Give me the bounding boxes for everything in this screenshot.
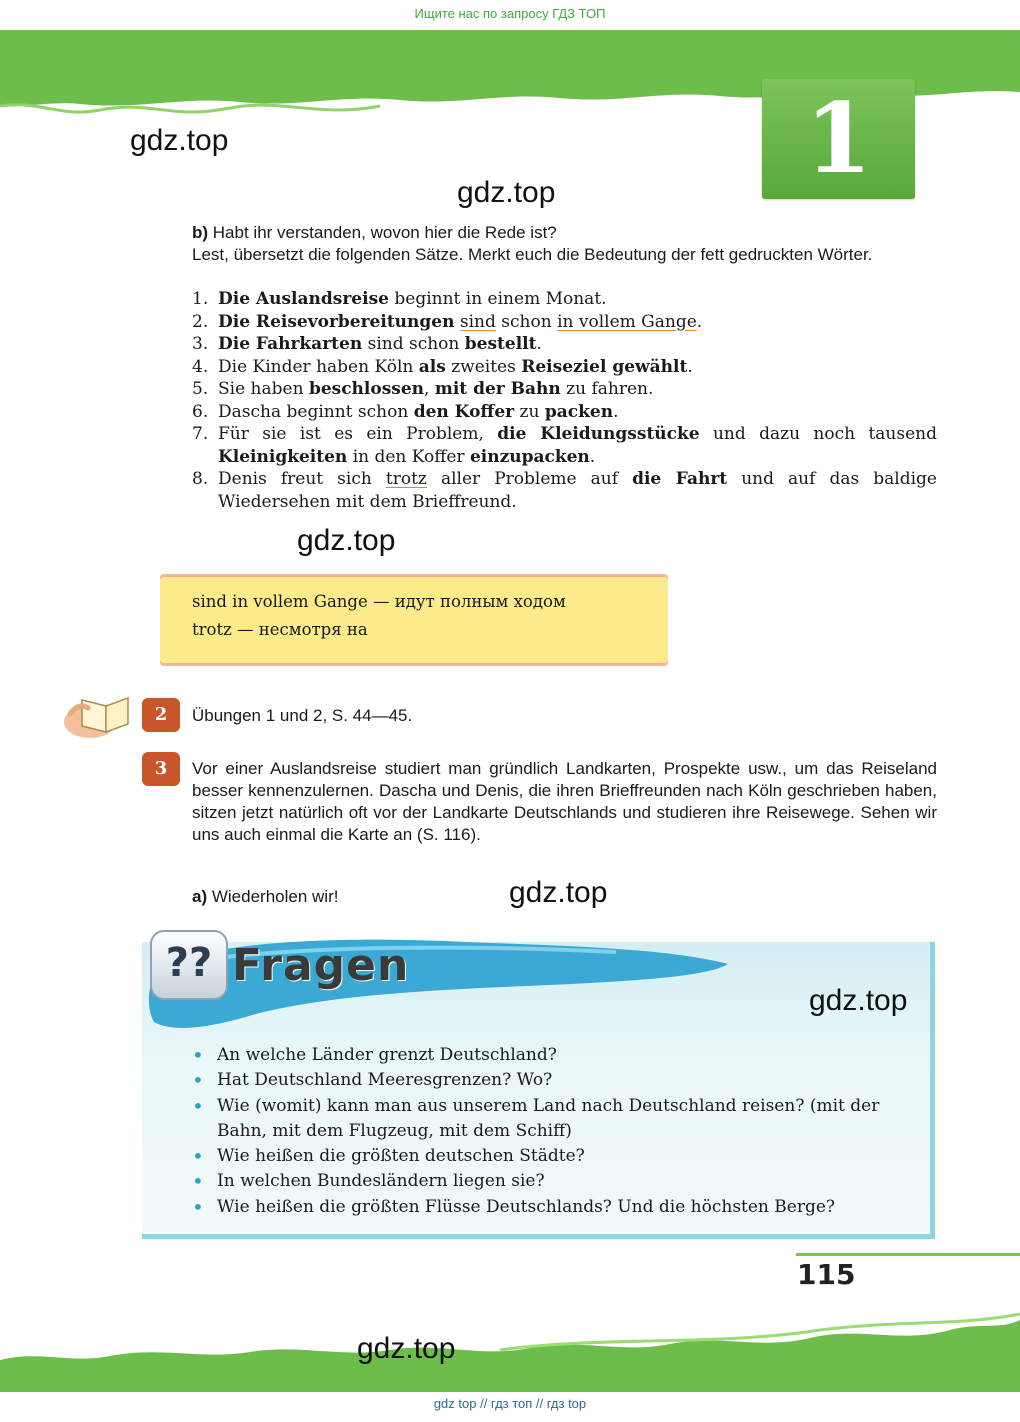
exercise-b-question: Habt ihr verstanden, wovon hier die Rede ist? [212,223,557,242]
sentence-text: zu [514,401,545,422]
sentence-text: zweites [445,356,522,377]
sentence-text: . [696,311,703,332]
fragen-question: • Wie (womit) kann man aus unserem Land nach Deutschland reisen? (mit der Bahn, mit dem Flugzeug, mit dem Schiff) [192,1094,902,1145]
sentence-number: 8. [192,469,209,489]
bold-term: die Kleidungsstücke [497,424,700,444]
bold-term: bestellt [464,334,537,354]
sentence-number: 2. [192,311,209,332]
chapter-number-box: 1 [762,79,915,199]
sentence-text: Dascha beginnt schon [218,401,414,422]
sentence-text: . [613,401,619,422]
sentence-number: 1. [192,289,209,309]
sentence-text: und dazu noch tausend [699,424,937,444]
sentence-number: 3. [192,334,209,354]
exercise-2-badge: 2 [142,698,180,732]
sentence-text: in den Koffer [347,446,470,467]
sentence-text: , [424,379,435,399]
fragen-question: • Wie heißen die größten deutschen Städte? [192,1144,902,1169]
bold-term: beschlossen [308,379,425,399]
sentence-item [192,423,937,468]
sentence-text: schon [495,311,558,332]
fragen-title: Fragen [232,940,410,991]
watermark: gdz.top [457,176,556,209]
underlined-term: trotz [385,469,427,489]
exercise-b-intro [192,222,937,266]
bold-term: einzupacken [469,446,590,467]
bold-term: Reiseziel gewählt [521,356,688,377]
exercise-b-label: b) [192,223,209,242]
sentence-text: Für sie ist es ein Problem, [218,424,498,444]
exercise-3a-label: a) [192,887,208,906]
sentence-text: und auf das baldige Wiedersehen mit dem Brieffreund. [218,469,937,512]
sentence-text: Sie haben [218,379,309,399]
exercise-3a [192,886,338,908]
fragen-question: • In welchen Bundesländern liegen sie? [192,1169,902,1194]
underlined-term: in vollem Gange [557,311,697,332]
watermark: gdz.top [809,984,908,1017]
sentence-item [192,468,937,513]
sentence-item [192,288,937,311]
vocabulary-entry: sind in vollem Gange — идут полным ходом [192,592,566,611]
page-number-rule [796,1253,1020,1256]
sentence-item [192,401,937,424]
top-banner: Ищите нас по запросу ГДЗ ТОП [414,6,606,21]
fragen-question-list [192,1043,902,1220]
sentence-text: . [589,446,596,467]
exercise-3a-text: Wiederholen wir! [211,887,339,906]
sentence-text: Denis freut sich [218,469,386,489]
sentence-text: Die Kinder haben Köln [218,356,419,377]
sentence-item [192,311,937,334]
bold-term: den Koffer [413,401,515,422]
sentence-list [192,288,937,513]
sentence-number: 4. [192,356,209,377]
fragen-question: • Hat Deutschland Meeresgrenzen? Wo? [192,1068,902,1093]
sentence-number: 7. [192,424,209,444]
sentence-text: . [536,334,542,354]
sentence-number: 6. [192,401,209,422]
watermark: gdz.top [297,524,396,557]
sentence-item [192,333,937,356]
exercise-2-text: Übungen 1 und 2, S. 44—45. [192,706,413,725]
fragen-question: • Wie heißen die größten Flüsse Deutschlands? Und die höchsten Berge? [192,1195,902,1220]
watermark: gdz.top [509,876,608,909]
sentence-text: beginnt in einem Monat. [388,289,607,309]
sentence-text: . [687,356,693,377]
sentence-item [192,356,937,379]
sentence-item [192,378,937,401]
vocabulary-entries [192,588,566,644]
sentence-text: aller Probleme auf [426,469,633,489]
bold-term: als [418,356,446,377]
question-marks-icon: ?? [150,930,228,1000]
fragen-question: • An welche Länder grenzt Deutschland? [192,1043,902,1068]
watermark: gdz.top [130,124,229,157]
bold-term: packen [544,401,614,422]
vocabulary-entry: trotz — несмотря на [192,620,368,639]
open-book-icon [62,686,134,740]
bold-term: Die Reisevorbereitungen [218,311,455,332]
bold-term: Die Fahrkarten [218,334,363,354]
bottom-banner: gdz top // гдз топ // гдз top [433,1396,587,1411]
sentence-number: 5. [192,379,209,399]
bold-term: mit der Bahn [434,379,561,399]
sentence-text: zu fahren. [560,379,654,399]
bold-term: Kleinigkeiten [218,446,348,467]
watermark: gdz.top [357,1332,456,1365]
exercise-b-instruction: Lest, übersetzt die folgenden Sätze. Merkt euch die Bedeutung der fett gedruckten Wörter. [192,245,873,264]
sentence-text: sind schon [362,334,465,354]
bold-term: die Fahrt [632,469,728,489]
underlined-term: sind [459,311,496,332]
page-number: 115 [797,1258,856,1291]
grass-footer-decoration [0,1300,1020,1392]
exercise-3-text: Vor einer Auslandsreise studiert man gründlich Landkarten, Prospekte usw., um das Reiseland besser kennenzulernen. Dascha und Denis, die ihren Brieffreunden nach Köln geschrieben haben, sitzen jetzt natürlich oft vor der Landkarte Deutschlands und studieren ihre Reisewege. Sehen wir uns auch einmal die Karte an (S. 116). [192,759,937,844]
bold-term: Die Auslandsreise [218,289,389,309]
exercise-3-badge: 3 [142,752,180,786]
